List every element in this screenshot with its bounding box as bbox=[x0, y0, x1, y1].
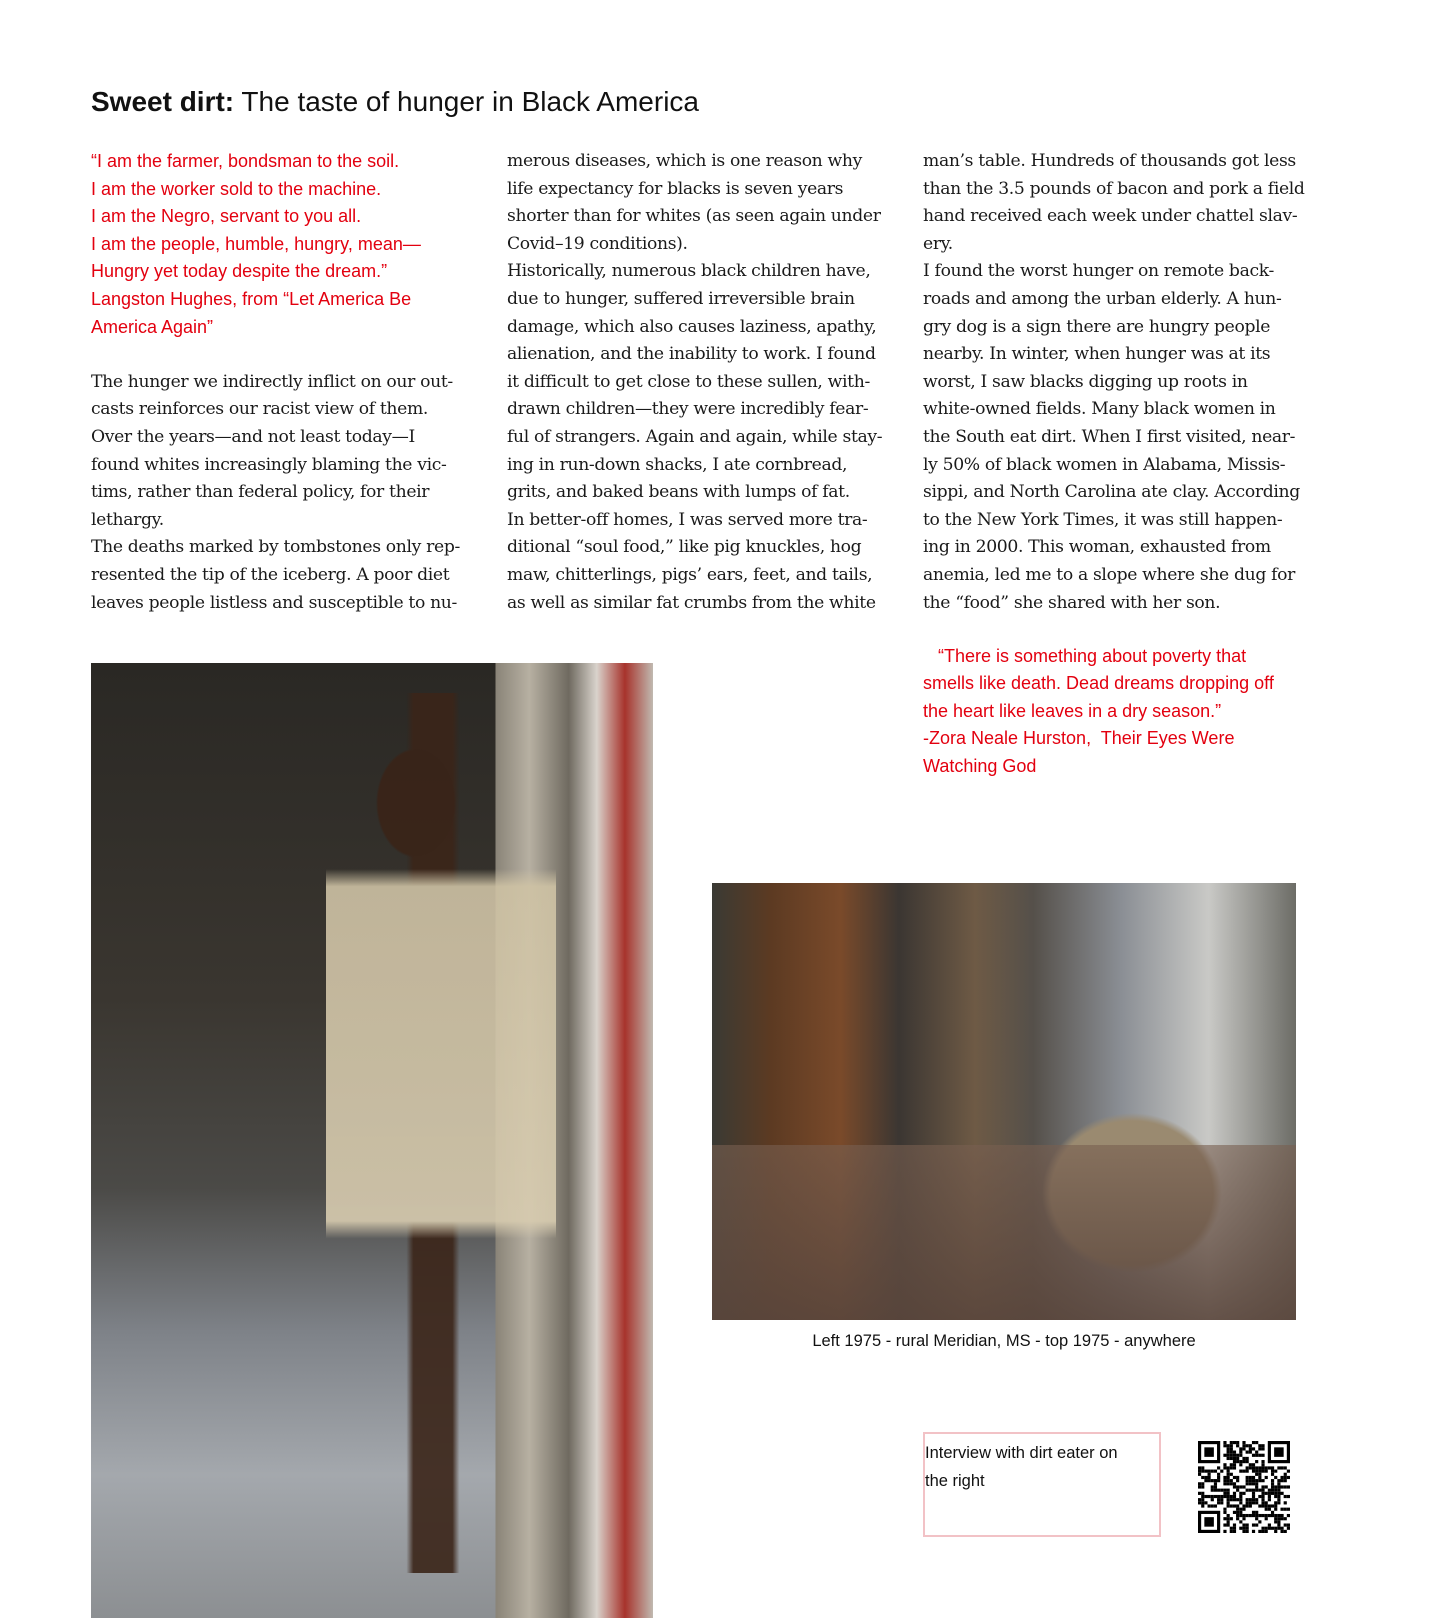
body-line: man’s table. Hundreds of thousands got less bbox=[923, 151, 1296, 171]
body-line: ditional “soul food,” like pig knuckles, hog bbox=[507, 537, 862, 558]
poem-line: I am the worker sold to the machine. bbox=[91, 178, 382, 199]
body-line: as well as similar fat crumbs from the white bbox=[507, 592, 876, 613]
interview-line: the right bbox=[925, 1472, 985, 1490]
poem-line: Hungry yet today despite the dream.” bbox=[91, 261, 388, 282]
body-line: worst, I saw blacks digging up roots in bbox=[923, 371, 1248, 392]
interview-line: Interview with dirt eater on bbox=[925, 1444, 1118, 1462]
body-line: found whites increasingly blaming the vic- bbox=[91, 454, 447, 475]
body-line: white-owned fields. Many black women in bbox=[923, 399, 1276, 420]
body-line: Historically, numerous black children have, bbox=[507, 261, 871, 282]
body-line: ing in 2000. This woman, exhausted from bbox=[923, 537, 1271, 558]
photo-hungry-dog bbox=[712, 883, 1296, 1320]
quote-line: “There is something about poverty that bbox=[923, 646, 1247, 666]
body-line: anemia, led me to a slope where she dug for bbox=[923, 564, 1295, 585]
body-line: tims, rather than federal policy, for their bbox=[91, 482, 430, 503]
quote-line: Watching God bbox=[923, 755, 1037, 776]
photo-child-in-doorway bbox=[91, 663, 653, 1618]
quote-line: -Zora Neale Hurston, Their Eyes Were bbox=[923, 728, 1235, 749]
body-line: it difficult to get close to these sullen, with- bbox=[507, 371, 870, 392]
body-line: In better-off homes, I was served more tra- bbox=[507, 509, 868, 530]
body-line: the “food” she shared with her son. bbox=[923, 592, 1221, 613]
body-line: hand received each week under chattel slav- bbox=[923, 206, 1298, 227]
body-line: due to hunger, suffered irreversible brain bbox=[507, 288, 855, 309]
body-line: alienation, and the inability to work. I found bbox=[507, 344, 876, 365]
body-line: than the 3.5 pounds of bacon and pork a field bbox=[923, 178, 1305, 199]
body-line: casts reinforces our racist view of them. bbox=[91, 399, 429, 420]
body-line: ly 50% of black women in Alabama, Missis- bbox=[923, 454, 1286, 475]
body-line: Over the years—and not least today—I bbox=[91, 426, 415, 447]
body-line: ful of strangers. Again and again, while stay- bbox=[507, 426, 883, 447]
body-line: I found the worst hunger on remote back- bbox=[923, 261, 1274, 282]
body-line: the South eat dirt. When I first visited, near- bbox=[923, 426, 1296, 447]
column-3 bbox=[923, 148, 1323, 617]
body-line: The deaths marked by tombstones only rep- bbox=[91, 537, 460, 558]
column-2 bbox=[507, 148, 907, 617]
poem-line: America Again” bbox=[91, 316, 214, 337]
body-line: damage, which also causes laziness, apathy, bbox=[507, 316, 877, 337]
poem-line: Langston Hughes, from “Let America Be bbox=[91, 288, 412, 309]
body-line: roads and among the urban elderly. A hun- bbox=[923, 288, 1282, 309]
poem-line: I am the people, humble, hungry, mean— bbox=[91, 233, 421, 254]
body-line: maw, chitterlings, pigs’ ears, feet, and tails, bbox=[507, 564, 873, 585]
body-line: ery. bbox=[923, 233, 953, 254]
page-title: Sweet dirt: The taste of hunger in Black America bbox=[91, 86, 699, 117]
body-line: sippi, and North Carolina ate clay. According bbox=[923, 482, 1300, 503]
quote-line: the heart like leaves in a dry season.” bbox=[923, 700, 1222, 721]
body-line: to the New York Times, it was still happen- bbox=[923, 509, 1283, 530]
body-line: ing in run-down shacks, I ate cornbread, bbox=[507, 454, 848, 475]
body-line: life expectancy for blacks is seven years bbox=[507, 178, 844, 199]
body-line: grits, and baked beans with lumps of fat. bbox=[507, 482, 850, 503]
body-line: Covid–19 conditions). bbox=[507, 233, 688, 254]
body-line: nearby. In winter, when hunger was at its bbox=[923, 344, 1271, 365]
hurston-quote bbox=[923, 643, 1323, 780]
body-line: shorter than for whites (as seen again under bbox=[507, 206, 881, 227]
body-line: The hunger we indirectly inflict on our out- bbox=[91, 371, 453, 392]
body-line: lethargy. bbox=[91, 509, 164, 530]
interview-box bbox=[923, 1432, 1161, 1537]
quote-line: smells like death. Dead dreams dropping off bbox=[923, 673, 1274, 694]
column-1 bbox=[91, 148, 491, 617]
poem-line: “I am the farmer, bondsman to the soil. bbox=[91, 151, 400, 171]
body-line: drawn children—they were incredibly fear- bbox=[507, 399, 869, 420]
body-line: resented the tip of the iceberg. A poor diet bbox=[91, 564, 450, 585]
photo-caption: Left 1975 - rural Meridian, MS - top 1975 - anywhere bbox=[812, 1332, 1196, 1350]
body-line: merous diseases, which is one reason why bbox=[507, 151, 862, 171]
poem-line: I am the Negro, servant to you all. bbox=[91, 206, 362, 227]
qr-code-icon[interactable] bbox=[1198, 1441, 1290, 1533]
body-line: leaves people listless and susceptible to nu- bbox=[91, 592, 457, 613]
body-line: gry dog is a sign there are hungry people bbox=[923, 316, 1271, 337]
